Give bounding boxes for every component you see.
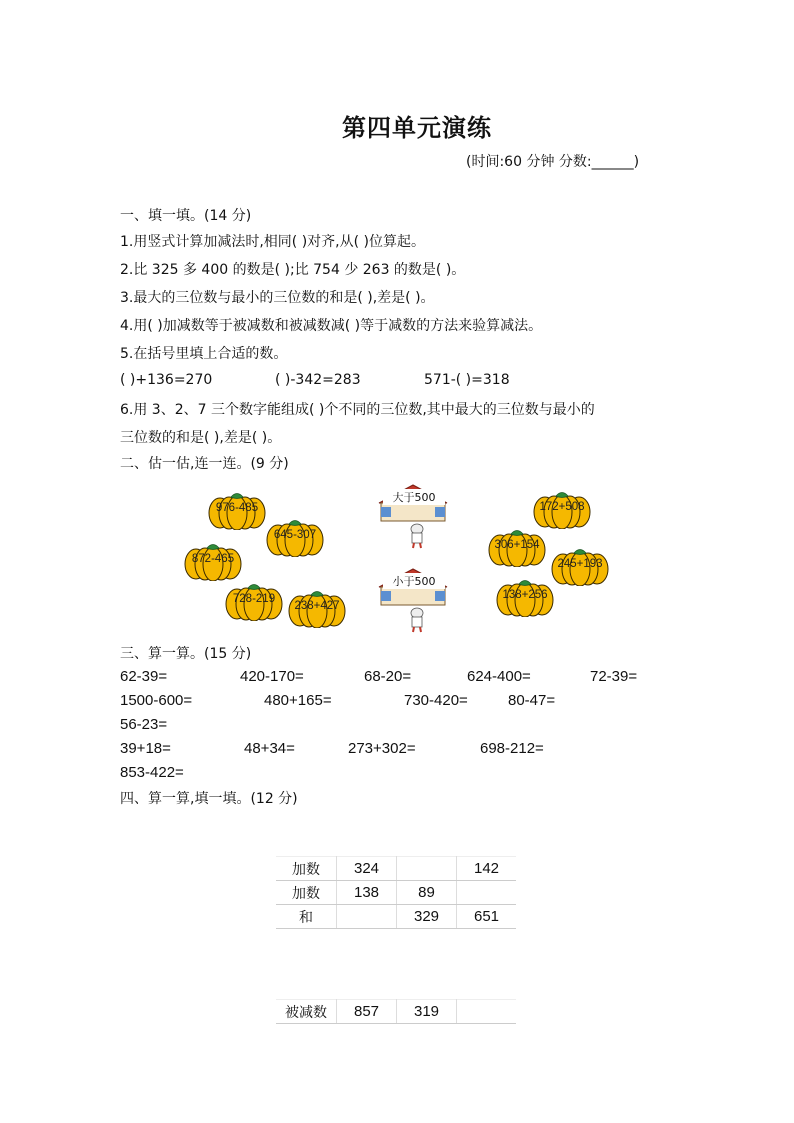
calc-item: 56-23= (120, 716, 168, 733)
table-cell: 324 (337, 857, 397, 881)
calc-item: 698-212= (480, 740, 544, 757)
table-cell[interactable] (397, 857, 457, 881)
question-2: 2.比 325 多 400 的数是( );比 754 少 263 的数是( )。 (120, 262, 466, 278)
table-cell: 329 (397, 905, 457, 929)
table-cell: 857 (337, 1000, 397, 1024)
calc-item: 420-170= (240, 668, 304, 685)
pumpkin-label: 645-307 (273, 529, 317, 541)
question-5-item: ( )-342=283 (275, 372, 361, 388)
table-cell: 被减数 (276, 1000, 337, 1024)
calc-item: 39+18= (120, 740, 171, 757)
pumpkin-label: 306+154 (494, 539, 540, 551)
pumpkin-card[interactable] (496, 577, 554, 617)
section4-heading: 四、算一算,填一填。(12 分) (120, 791, 298, 807)
calc-item: 1500-600= (120, 692, 193, 709)
pumpkin-label: 138+256 (502, 589, 548, 601)
house-less-500 (377, 567, 449, 633)
pumpkin-card[interactable] (533, 489, 591, 529)
table-cell: 138 (337, 881, 397, 905)
table-row (276, 1000, 516, 1024)
question-5-item: ( )+136=270 (120, 372, 213, 388)
pumpkin-card[interactable] (225, 581, 283, 621)
table-cell: 89 (397, 881, 457, 905)
calc-item: 72-39= (590, 668, 638, 685)
house-label: 大于500 (383, 489, 445, 505)
question-1: 1.用竖式计算加减法时,相同( )对齐,从( )位算起。 (120, 234, 426, 250)
table-cell: 319 (397, 1000, 457, 1024)
calc-item: 68-20= (364, 668, 412, 685)
time-score-line: (时间:60 分钟 分数:______) (466, 154, 640, 170)
house-label: 小于500 (383, 573, 445, 589)
pumpkin-label: 238+427 (294, 600, 340, 612)
table-cell[interactable] (337, 905, 397, 929)
table-cell[interactable] (457, 1000, 517, 1024)
calc-item: 853-422= (120, 764, 184, 781)
table-cell: 和 (276, 905, 337, 929)
calc-item: 80-47= (508, 692, 556, 709)
table-cell: 142 (457, 857, 517, 881)
table-cell: 加数 (276, 881, 337, 905)
subtraction-table (276, 999, 516, 1024)
pumpkin-label: 245+193 (557, 558, 603, 570)
calc-item: 62-39= (120, 668, 168, 685)
pumpkin-label: 976-485 (215, 502, 259, 514)
table-cell: 651 (457, 905, 517, 929)
pumpkin-label: 172+508 (539, 501, 585, 513)
question-5-item: 571-( )=318 (424, 372, 510, 388)
addition-table (276, 856, 516, 929)
calc-item: 730-420= (404, 692, 468, 709)
pumpkin-card[interactable] (208, 490, 266, 530)
house-greater-500 (377, 483, 449, 549)
section1-heading: 一、填一填。(14 分) (120, 208, 252, 224)
section2-heading: 二、估一估,连一连。(9 分) (120, 456, 289, 472)
question-3: 3.最大的三位数与最小的三位数的和是( ),差是( )。 (120, 290, 435, 306)
table-cell: 加数 (276, 857, 337, 881)
calc-item: 273+302= (348, 740, 416, 757)
pumpkin-card[interactable] (551, 546, 609, 586)
question-4: 4.用( )加减数等于被减数和被减数减( )等于减数的方法来验算减法。 (120, 318, 543, 334)
pumpkin-card[interactable] (488, 527, 546, 567)
calc-item: 48+34= (244, 740, 295, 757)
pumpkin-label: 872-465 (191, 553, 235, 565)
pumpkin-card[interactable] (266, 517, 324, 557)
section3-heading: 三、算一算。(15 分) (120, 646, 252, 662)
pumpkin-label: 728-219 (232, 593, 276, 605)
table-row (276, 857, 516, 881)
question-5: 5.在括号里填上合适的数。 (120, 346, 288, 362)
calc-item: 624-400= (467, 668, 531, 685)
calc-item: 480+165= (264, 692, 332, 709)
question-6-line-1: 6.用 3、2、7 三个数字能组成( )个不同的三位数,其中最大的三位数与最小的 (120, 402, 595, 418)
page-title: 第四单元演练 (342, 114, 492, 142)
table-cell[interactable] (457, 881, 517, 905)
question-6-line-2: 三位数的和是( ),差是( )。 (120, 430, 282, 446)
pumpkin-card[interactable] (184, 541, 242, 581)
table-row (276, 881, 516, 905)
pumpkin-card[interactable] (288, 588, 346, 628)
table-row (276, 905, 516, 929)
